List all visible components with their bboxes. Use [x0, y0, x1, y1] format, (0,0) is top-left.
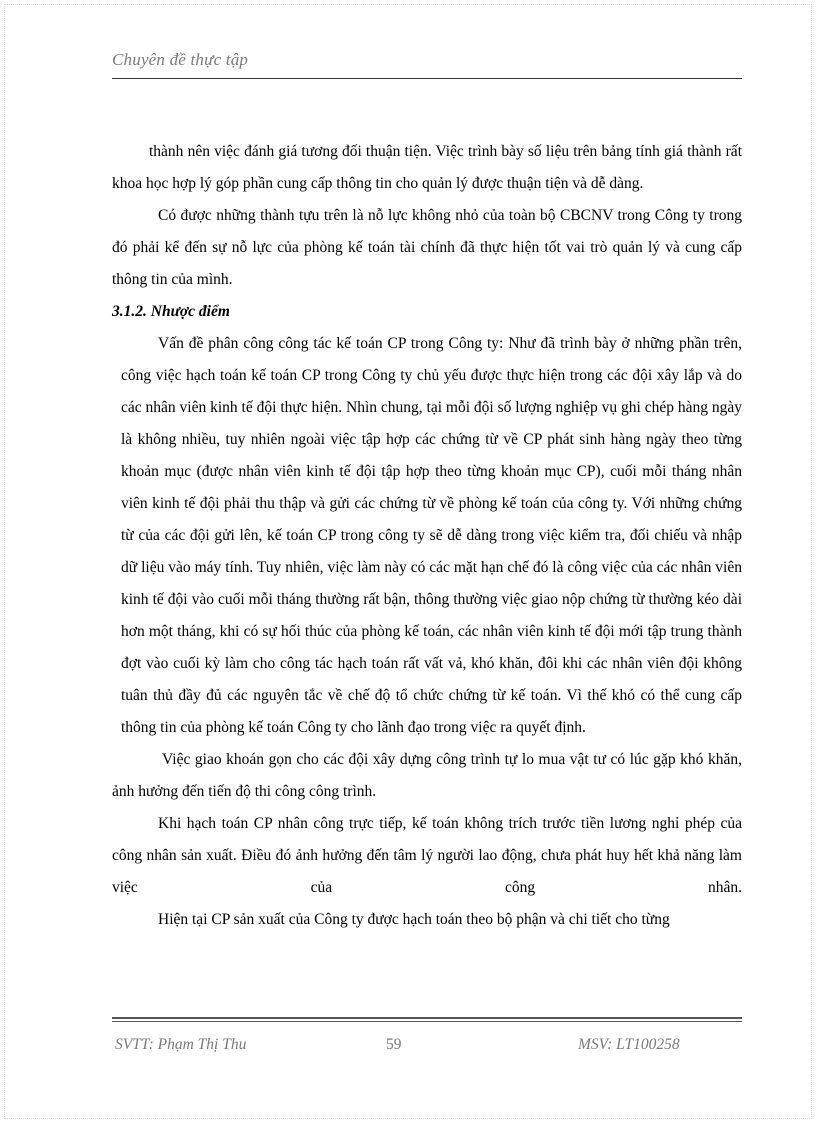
document-body: [112, 136, 742, 936]
paragraph: thành nên việc đánh giá tương đối thuận tiện. Việc trình bày số liệu trên bảng tính giá thành rất khoa học hợp lý góp phần cung cấp thông tin cho quản lý được thuận tiện và dễ dàng.: [112, 143, 742, 192]
page-number: 59: [386, 1036, 402, 1053]
paragraph: Vấn đề phân công công tác kế toán CP trong Công ty: Như đã trình bày ở những phần trên, công việc hạch toán kế toán CP trong Công ty chủ yếu được thực hiện trong các đội xây lắp và do các nhân viên kinh tế đội thực hiện. Nhìn chung, tại mỗi đội số lượng nghiệp vụ ghi chép hàng ngày là không nhiều, tuy nhiên ngoài việc tập hợp các chứng từ về CP phát sinh hàng ngày theo từng khoản mục (được nhân viên kinh tế đội tập hợp theo từng khoản mục CP), cuối mỗi tháng nhân viên kinh tế đội phải thu thập và gửi các chứng từ về phòng kế toán của công ty. Với những chứng từ của các đội gửi lên, kế toán CP trong công ty sẽ dễ dàng trong việc kiểm tra, đối chiếu và nhập dữ liệu vào máy tính. Tuy nhiên, việc làm này có các mặt hạn chế đó là công việc của các nhân viên kinh tế đội vào cuối mỗi tháng thường rất bận, thông thường việc giao nộp chứng từ thường kéo dài hơn một tháng, khi có sự hối thúc của phòng kế toán, các nhân viên kinh tế đội mới tập trung thành đợt vào cuối kỳ làm cho công tác hạch toán rất vất vả, khó khăn, đôi khi các nhân viên đội không tuân thủ đầy đủ các nguyên tắc về chế độ tổ chức chứng từ kế toán. Vì thế khó có thể cung cấp thông tin của phòng kế toán Công ty cho lãnh đạo trong việc ra quyết định.: [121, 335, 742, 736]
header-rule: [112, 78, 742, 79]
paragraph: Việc giao khoán gọn cho các đội xây dựng công trình tự lo mua vật tư có lúc gặp khó khăn, ảnh hưởng đến tiến độ thi công công trình.: [112, 751, 742, 800]
running-header: Chuyên đề thực tập: [112, 50, 249, 69]
section-heading: 3.1.2. Nhược điểm: [112, 303, 230, 320]
footer-rule-thin: [112, 1021, 742, 1022]
student-name: SVTT: Phạm Thị Thu: [115, 1036, 247, 1053]
paragraph: Khi hạch toán CP nhân công trực tiếp, kế toán không trích trước tiền lương nghỉ phép của công nhân sản xuất. Điều đó ảnh hưởng đến tâm lý người lao động, chưa phát huy hết khả năng làm việc của công nhân.: [112, 815, 742, 896]
paragraph: Hiện tại CP sản xuất của Công ty được hạch toán theo bộ phận và chi tiết cho từng: [158, 911, 670, 928]
paragraph: Có được những thành tựu trên là nỗ lực không nhỏ của toàn bộ CBCNV trong Công ty trong đó phải kể đến sự nỗ lực của phòng kế toán tài chính đã thực hiện tốt vai trò quản lý và cung cấp thông tin của mình.: [112, 207, 742, 288]
footer-rule: [112, 1017, 742, 1019]
student-id: MSV: LT100258: [578, 1036, 680, 1053]
